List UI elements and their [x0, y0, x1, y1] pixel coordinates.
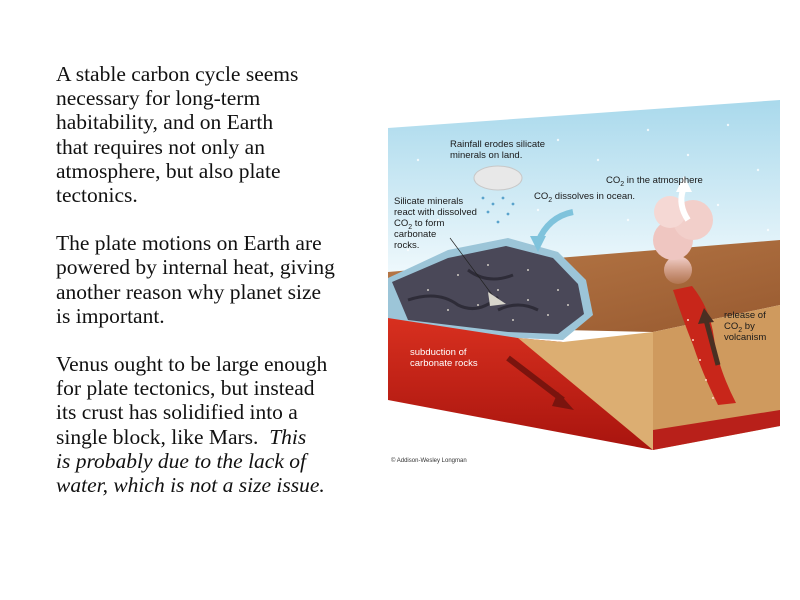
text-line: atmosphere, but also plate	[56, 158, 281, 183]
paragraph-internal-heat	[56, 231, 376, 328]
rain-cloud	[474, 166, 522, 190]
label-rainfall-2: minerals on land.	[450, 150, 523, 161]
label-silicate-4: carbonate	[394, 229, 437, 240]
label-silicate-2: react with dissolved	[394, 207, 477, 218]
text-line-italic: is probably due to the lack of	[56, 448, 306, 473]
label-release-2: $CO_2$ by	[724, 321, 755, 334]
text-line: for plate tectonics, but instead	[56, 376, 315, 401]
text-line: powered by internal heat, giving	[56, 255, 335, 280]
text-line: is important.	[56, 303, 165, 328]
label-silicate-5: rocks.	[394, 240, 420, 251]
label-co2-dissolves: $CO_2$ dissolves in ocean.	[534, 191, 636, 204]
label-silicate-1: Silicate minerals	[394, 196, 464, 207]
text-line	[56, 425, 376, 449]
paragraph-venus	[56, 352, 376, 497]
label-subduction-1: subduction of	[410, 347, 467, 358]
text-line: that requires not only an	[56, 134, 265, 159]
text-line: Venus ought to be large enough	[56, 352, 328, 377]
text-line: another reason why planet size	[56, 279, 322, 304]
body-text	[56, 62, 376, 521]
text-line: its crust has solidified into a	[56, 400, 298, 425]
carbon-cycle-diagram	[388, 100, 780, 470]
text-line: The plate motions on Earth are	[56, 231, 322, 256]
label-release-1: release of	[724, 310, 766, 321]
text-line: habitability, and on Earth	[56, 110, 274, 135]
text-line: necessary for long-term	[56, 86, 261, 111]
figure-credit: © Addison-Wesley Longman	[391, 458, 467, 464]
label-rainfall-1: Rainfall erodes silicate	[450, 139, 546, 150]
label-silicate-3: $CO_2$ to form	[394, 218, 445, 231]
paragraph-carbon-cycle	[56, 62, 376, 207]
text-line: A stable carbon cycle seems	[56, 62, 299, 86]
label-subduction-2: carbonate rocks	[410, 358, 478, 369]
label-release-3: volcanism	[724, 332, 767, 343]
text-line-italic: water, which is not a size issue.	[56, 473, 325, 498]
text-italic: This	[269, 424, 307, 449]
label-co2-atmosphere: $CO_2$ in the atmosphere	[606, 175, 703, 188]
text-line: tectonics.	[56, 183, 138, 208]
text-normal: single block, like Mars.	[56, 424, 259, 449]
